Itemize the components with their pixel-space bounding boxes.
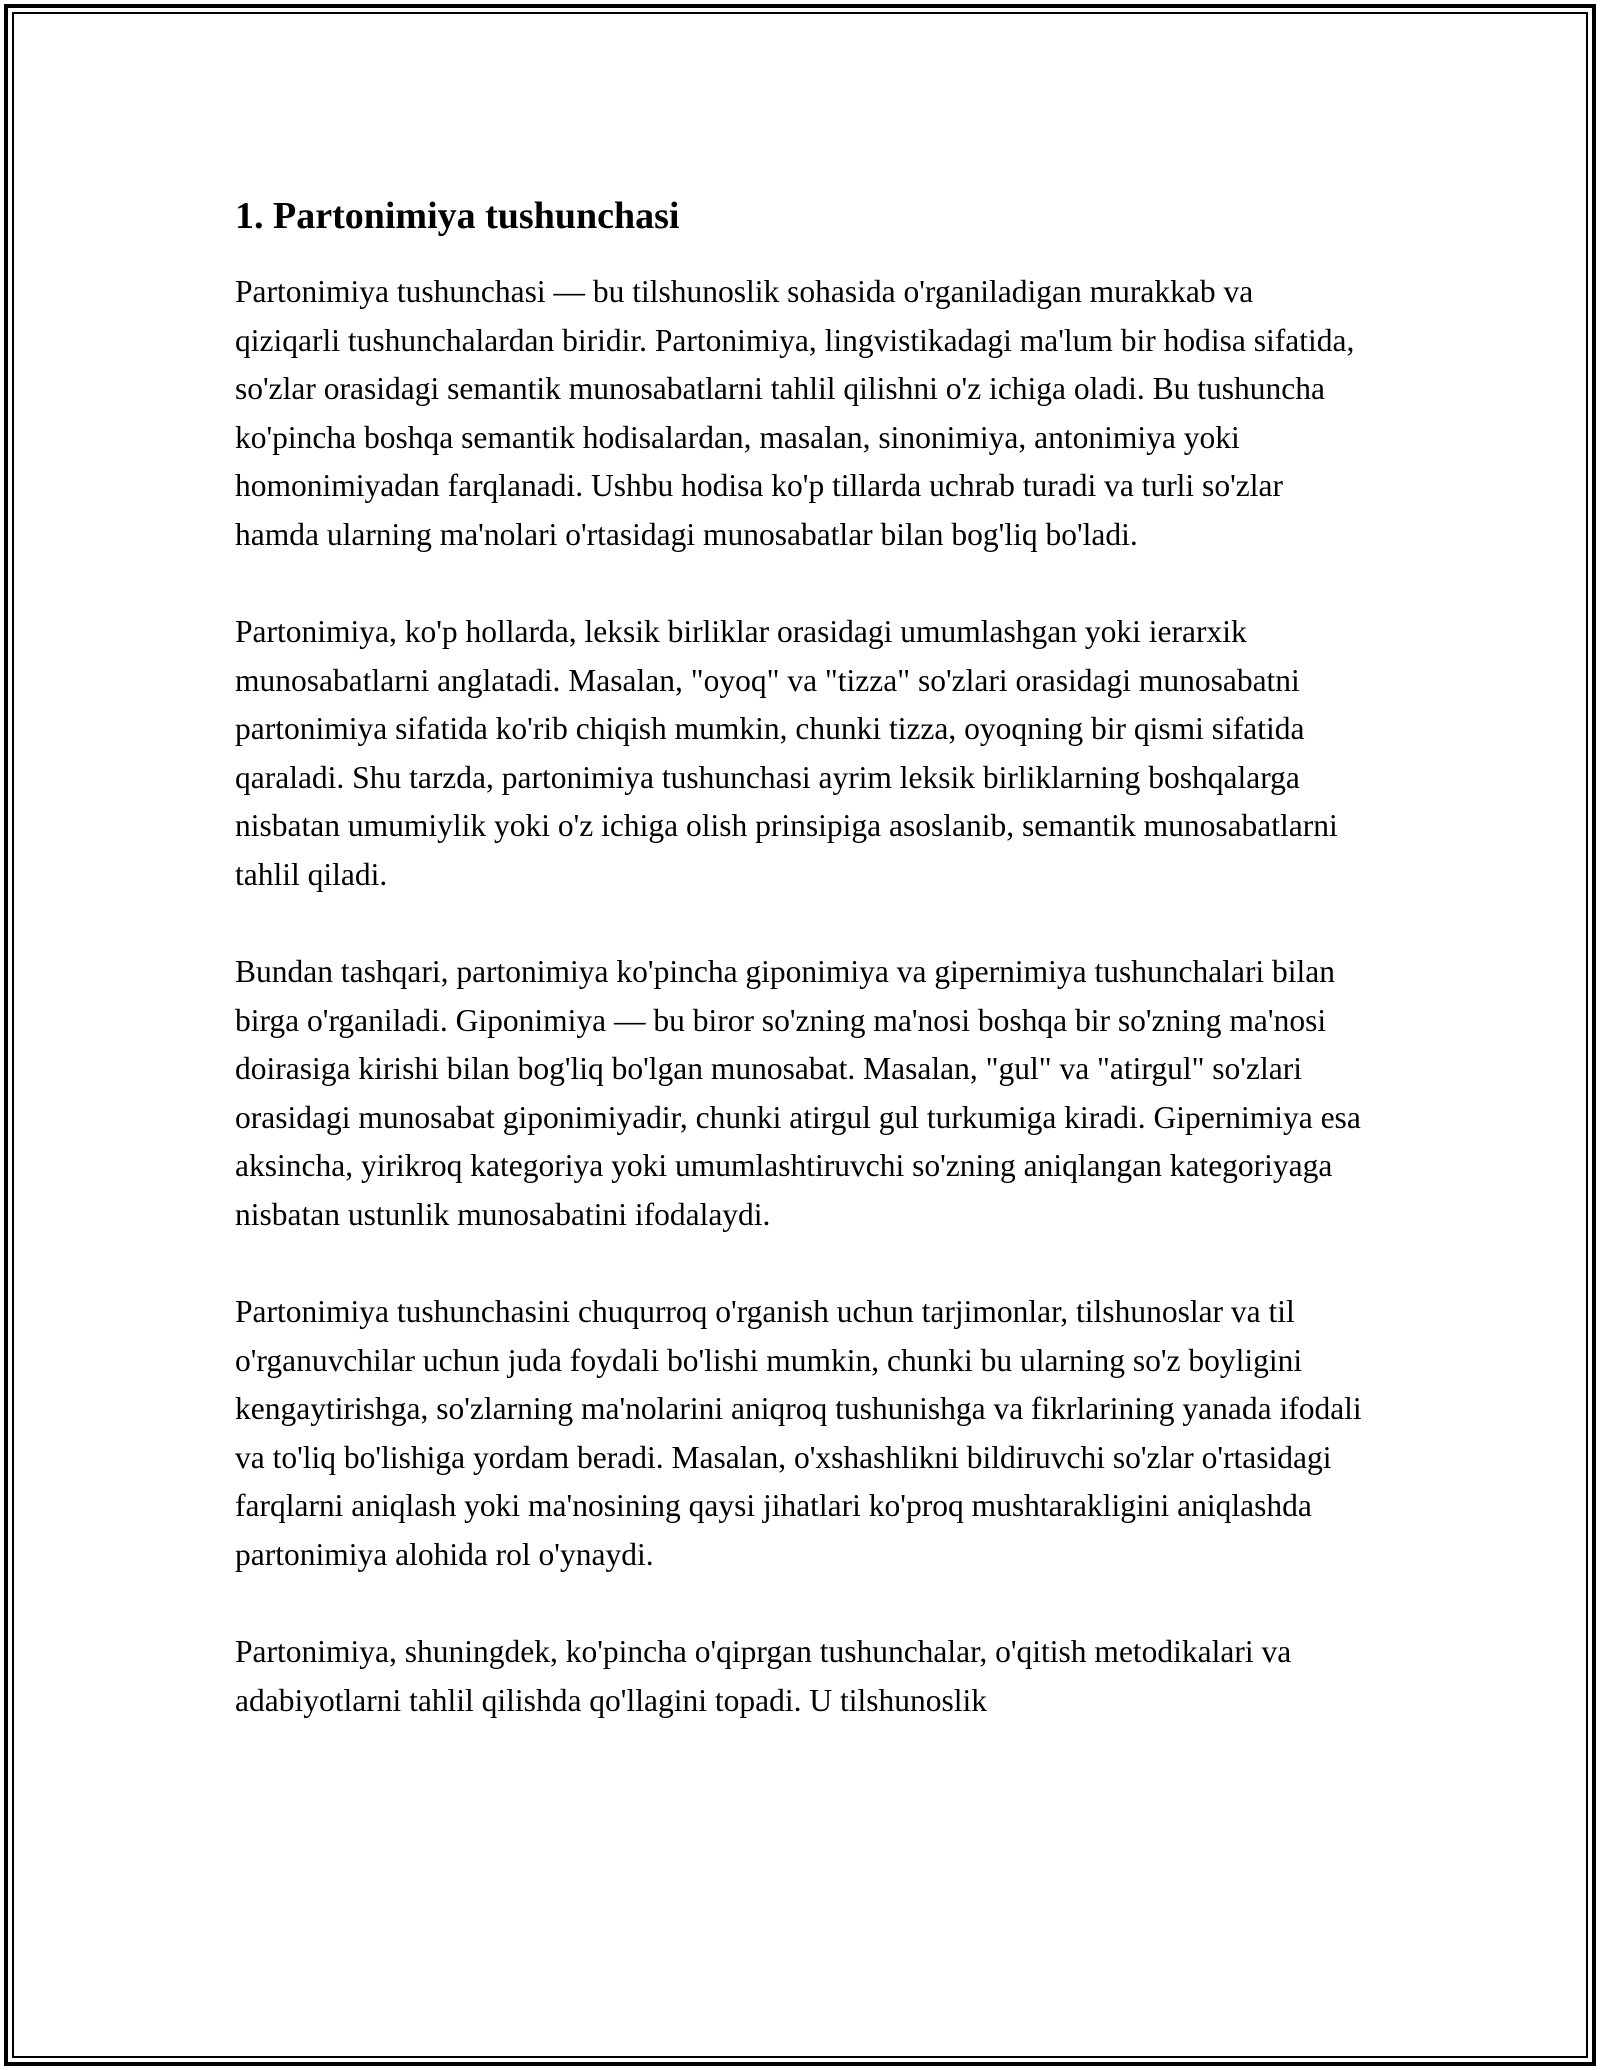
paragraph-4: Partonimiya tushunchasini chuqurroq o'rganish uchun tarjimonlar, tilshunoslar va til o'rganuvchilar uchun juda foydali bo'lishi mumkin, chunki bu ularning so'z boyligini kengaytirishga, so'zlarning ma'nolarini aniqroq tushunishga va fikrlarining yanada ifodali va to'liq bo'lishiga yordam beradi. Masalan, o'xshashlikni bildiruvchi so'zlar o'rtasidagi farqlarni aniqlash yoki ma'nosining qaysi jihatlari ko'proq mushtarakligini aniqlashda partonimiya alohida rol o'ynaydi. [235, 1294, 1362, 1572]
paragraph-2: Partonimiya, ko'p hollarda, leksik birliklar orasidagi umumlashgan yoki ierarxik munosabatlarni anglatadi. Masalan, "oyoq" va "tizza" so'zlari orasidagi munosabatni partonimiya sifatida ko'rib chiqish mumkin, chunki tizza, oyoqning bir qismi sifatida qaraladi. Shu tarzda, partonimiya tushunchasi ayrim leksik birliklarning boshqalarga nisbatan umumiylik yoki o'z ichiga olish prinsipiga asoslanib, semantik munosabatlarni tahlil qiladi. [235, 614, 1338, 892]
paragraph-3: Bundan tashqari, partonimiya ko'pincha giponimiya va gipernimiya tushunchalari bilan birga o'rganiladi. Giponimiya — bu biror so'zning ma'nosi boshqa bir so'zning ma'nosi doirasiga kirishi bilan bog'liq bo'lgan munosabat. Masalan, "gul" va "atirgul" so'zlari orasidagi munosabat giponimiyadir, chunki atirgul gul turkumiga kiradi. Gipernimiya esa aksincha, yirikroq kategoriya yoki umumlashtiruvchi so'zning aniqlangan kategoriyaga nisbatan ustunlik munosabatini ifodalaydi. [235, 954, 1361, 1232]
paragraph-5: Partonimiya, shuningdek, ko'pincha o'qiprgan tushunchalar, o'qitish metodikalari va adabiyotlarni tahlil qilishda qo'llagini topadi. U tilshunoslik [235, 1634, 1292, 1718]
paragraph-1: Partonimiya tushunchasi — bu tilshunoslik sohasida o'rganiladigan murakkab va qiziqarli tushunchalardan biridir. Partonimiya, lingvistikadagi ma'lum bir hodisa sifatida, so'zlar orasidagi semantik munosabatlarni tahlil qilishni o'z ichiga oladi. Bu tushuncha ko'pincha boshqa semantik hodisalardan, masalan, sinonimiya, antonimiya yoki homonimiyadan farqlanadi. Ushbu hodisa ko'p tillarda uchrab turadi va turli so'zlar hamda ularning ma'nolari o'rtasidagi munosabatlar bilan bog'liq bo'ladi. [235, 274, 1355, 552]
document-body [235, 188, 1365, 1774]
section-heading: 1. Partonimiya tushunchasi [235, 195, 680, 237]
